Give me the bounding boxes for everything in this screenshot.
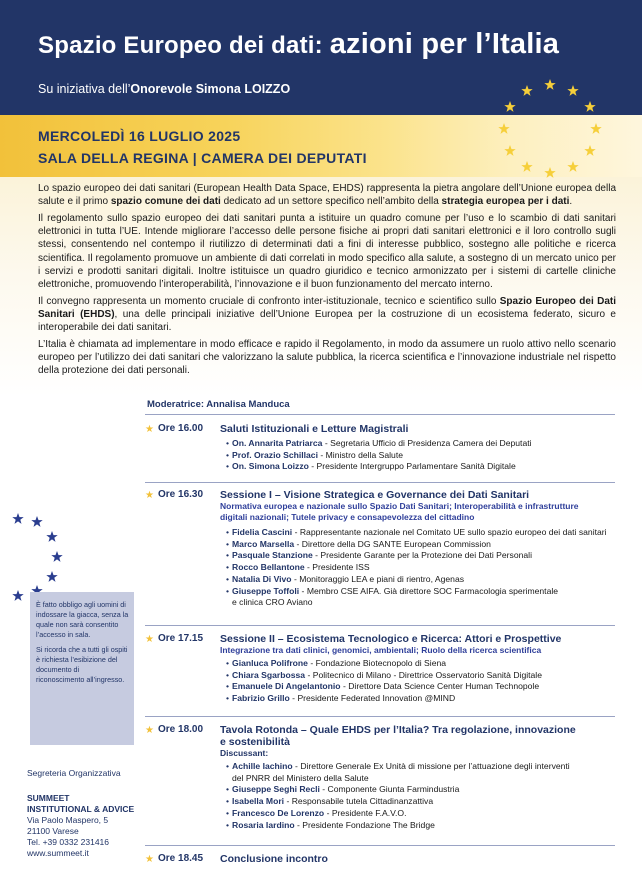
speaker: • Prof. Orazio Schillaci - Ministro della Salute: [220, 450, 615, 462]
speaker: • Francesco De Lorenzo - Presidente F.A.V.O.: [220, 808, 615, 820]
star-icon: ★: [145, 725, 154, 736]
star-icon: ★: [145, 854, 154, 865]
event-venue: SALA DELLA REGINA | CAMERA DEI DEPUTATI: [38, 150, 367, 166]
session-5: [145, 853, 615, 869]
session-2: [145, 489, 615, 626]
intro-paragraph-1: Lo spazio europeo dei dati sanitari (European Health Data Space, EHDS) rappresenta la pietra angolare dell’Unione europea della salute e il primo spazio comune dei dati dedicato ad un settore specifico nell’ambito della strategia europea per i dati.: [38, 183, 616, 208]
session-1: [145, 423, 615, 483]
speaker: • On. Annarita Patriarca - Segretaria Ufficio di Presidenza Camera dei Deputati: [220, 438, 615, 450]
session-3: [145, 633, 615, 717]
speaker: • Gianluca Polifrone - Fondazione Biotecnopolo di Siena: [220, 658, 615, 670]
intro-paragraph-3: Il convegno rappresenta un momento cruciale di confronto inter-istituzionale, tecnico e scientifico sullo Spazio Europeo dei Dati Sanitari (EHDS), una delle principali iniziative dell’Unione Europea per la costruzione di un ecosistema federato, sicuro e interoperabile dei dati sanitari.: [38, 295, 616, 334]
organizing-secretariat: Segreteria Organizzativa SUMMEET INSTITUTIONAL & ADVICE Via Paolo Maspero, 5 21100 Varese Tel. +39 0332 231416 www.summeet.it: [27, 768, 147, 859]
discussants-label: Discussant:: [220, 748, 269, 758]
session-title: Sessione I – Visione Strategica e Governance dei Dati Sanitari: [220, 489, 530, 501]
speaker: • Chiara Sgarbossa - Politecnico di Milano - Direttrice Osservatorio Sanità Digitale: [220, 670, 615, 682]
event-date: MERCOLEDÌ 16 LUGLIO 2025: [38, 128, 241, 144]
subtitle: Su iniziativa dell’Onorevole Simona LOIZZO: [38, 82, 291, 96]
session-title: Conclusione incontro: [220, 853, 328, 865]
session-title: Tavola Rotonda – Quale EHDS per l’Italia? Tra regolazione, innovazione: [220, 724, 576, 736]
speaker: • Marco Marsella - Direttore della DG SANTE European Commission: [220, 539, 615, 551]
session-time: Ore 17.15: [158, 633, 204, 644]
session-time: Ore 16.30: [158, 489, 204, 500]
speaker: • Natalia Di Vivo - Monitoraggio LEA e piani di rientro, Agenas: [220, 574, 615, 586]
speaker: • Giuseppe Seghi Recli - Componente Giunta Farmindustria: [220, 784, 615, 796]
eu-star-circle-left: [12, 513, 62, 601]
session-time: Ore 18.45: [158, 853, 204, 864]
speaker: • Pasquale Stanzione - Presidente Garante per la Protezione dei Dati Personali: [220, 550, 615, 562]
dress-code-notice: È fatto obbligo agli uomini di indossare la giacca, senza la quale non sarà consentito l’accesso in sala. Si ricorda che a tutti gli ospiti è richiesta l’esibizione del documento di riconoscimento all’ingresso.: [30, 592, 134, 745]
intro-paragraph-4: L’Italia è chiamata ad implementare in modo efficace e rapido il Regolamento, in modo da assumere un ruolo attivo nello scenario europeo per l’utilizzo dei dati sanitari che valorizzano la salute pubblica, la ricerca scientifica e l’innovazione industriale nel rispetto della protezione dei dati personali.: [38, 339, 616, 377]
session-topics: Normativa europea e nazionale sullo Spazio Dati Sanitari; Interoperabilità e infrastrutture: [220, 501, 579, 511]
speaker: • Emanuele Di Angelantonio - Direttore Data Science Center Human Technopole: [220, 681, 615, 693]
session-topics: Integrazione tra dati clinici, genomici, ambientali; Ruolo della ricerca scientifica: [220, 645, 542, 655]
session-time: Ore 18.00: [158, 724, 204, 735]
intro-paragraph-2: Il regolamento sullo spazio europeo dei dati sanitari punta a istituire un quadro comune per l’uso e lo scambio di dati sanitari elettronici in tutta l’UE. Intende migliorare l’accesso delle persone fisiche ai propri dati sanitari elettronici e il loro controllo sugli stessi, consentendo nel contempo il riutilizzo di determinati dati a fini di interesse pubblico, sostegno alle politiche e ricerca scientifica. Il regolamento promuove un ambiente di dati correlati in modo specifico alla salute, a sostegno di un mercato unico per i servizi e prodotti sanitari digitali. Inoltre istituisce un quadro giuridico e tecnico armonizzato per i sistemi di cartelle cliniche elettroniche, promuovendo l’interoperabilità, l’innovazione e il buon funzionamento del mercato interno.: [38, 213, 616, 291]
page-title: Spazio Europeo dei dati: azioni per l’Italia: [38, 28, 560, 60]
speaker: • Giuseppe Toffoli - Membro CSE AIFA. Già direttore SOC Farmacologia sperimentale e clinica CRO Aviano: [220, 586, 615, 609]
session-4: [145, 724, 615, 846]
session-topics: digitali nazionali; Tutele privacy e consapevolezza del cittadino: [220, 512, 475, 522]
star-icon: ★: [145, 634, 154, 645]
speaker: • Isabella Mori - Responsabile tutela Cittadinanzattiva: [220, 796, 615, 808]
session-title-cont: e sostenibilità: [220, 736, 291, 748]
session-title: Sessione II – Ecosistema Tecnologico e Ricerca: Attori e Prospettive: [220, 633, 562, 645]
speaker: • On. Simona Loizzo - Presidente Intergruppo Parlamentare Sanità Digitale: [220, 461, 615, 473]
moderator-line: Moderatrice: Annalisa Manduca: [145, 393, 615, 415]
website-link[interactable]: www.summeet.it: [27, 848, 89, 858]
intro-text: [38, 182, 616, 381]
speaker: • Fidelia Cascini - Rappresentante nazionale nel Comitato UE sullo spazio europeo dei dati sanitari: [220, 527, 615, 539]
star-icon: ★: [145, 490, 154, 501]
session-title: Saluti Istituzionali e Letture Magistrali: [220, 423, 409, 435]
speaker: • Rocco Bellantone - Presidente ISS: [220, 562, 615, 574]
speaker: • Fabrizio Grillo - Presidente Federated Innovation @MIND: [220, 693, 615, 705]
eu-star-circle-right: [498, 79, 601, 178]
star-icon: ★: [145, 424, 154, 435]
speaker: • Achille Iachino - Direttore Generale Ex Unità di missione per l’attuazione degli interventi del PNRR del Ministero della Salute: [220, 761, 615, 784]
session-time: Ore 16.00: [158, 423, 204, 434]
speaker: • Rosaria Iardino - Presidente Fondazione The Bridge: [220, 820, 615, 832]
